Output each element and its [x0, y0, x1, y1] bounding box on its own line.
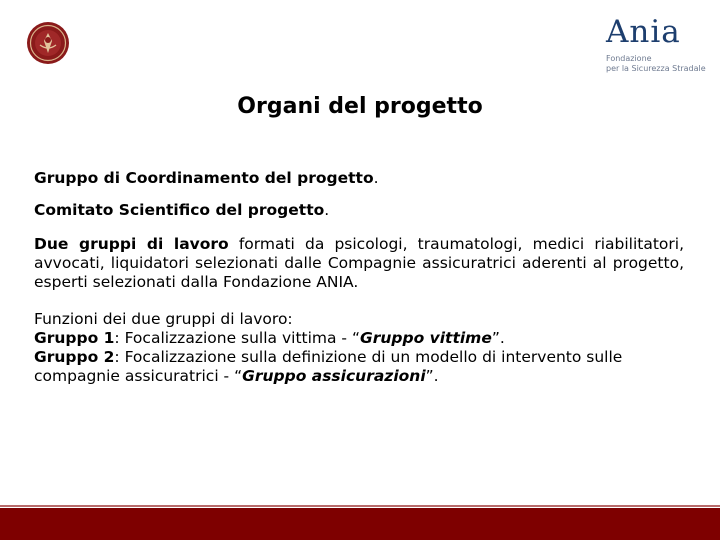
page-title: Organi del progetto [237, 94, 483, 119]
paragraph-comitato [34, 201, 684, 220]
comitato-label: Comitato Scientifico del progetto [34, 201, 325, 219]
ania-logo [606, 14, 706, 74]
coordinamento-end: . [373, 169, 379, 187]
gruppo-1-end: ”. [491, 329, 505, 347]
paragraph-gruppi-lavoro [34, 235, 684, 292]
gruppo-2-end: ”. [425, 367, 439, 385]
paragraph-funzioni [34, 310, 684, 386]
gruppi-lavoro-label: Due gruppi di lavoro [34, 235, 229, 253]
gruppo-2-line [34, 348, 622, 385]
gruppo-1-text: : Focalizzazione sulla vittima - “ [114, 329, 360, 347]
gruppo-2-name: Gruppo assicurazioni [242, 367, 426, 385]
gruppi-lavoro-text: formati da psicologi, traumatologi, medici riabilitatori, avvocati, liquidatori selezionati dalle Compagnie assicuratrici aderenti al progetto, esperti selezionati dalla Fondazione ANIA. [34, 235, 685, 291]
comitato-end: . [324, 201, 330, 219]
university-seal-logo [26, 21, 70, 65]
paragraph-coordinamento [34, 169, 684, 188]
funzioni-intro: Funzioni dei due gruppi di lavoro: [34, 310, 293, 328]
footer-band [0, 508, 720, 540]
coordinamento-label: Gruppo di Coordinamento del progetto [34, 169, 374, 187]
gruppo-2-label: Gruppo 2 [34, 348, 115, 366]
logo-subtitle [606, 54, 706, 74]
gruppo-1-line [34, 329, 684, 348]
footer-divider [0, 505, 720, 507]
logo-sub-line-1: Fondazione [606, 54, 652, 63]
gruppo-1-name: Gruppo vittime [360, 329, 492, 347]
gruppo-1-label: Gruppo 1 [34, 329, 115, 347]
logo-word: Ania [606, 14, 681, 50]
logo-sub-line-2: per la Sicurezza Stradale [606, 64, 706, 73]
gruppo-2-text: : Focalizzazione sulla definizione di un modello di intervento sulle compagnie assicuratrici - “ [34, 348, 623, 385]
